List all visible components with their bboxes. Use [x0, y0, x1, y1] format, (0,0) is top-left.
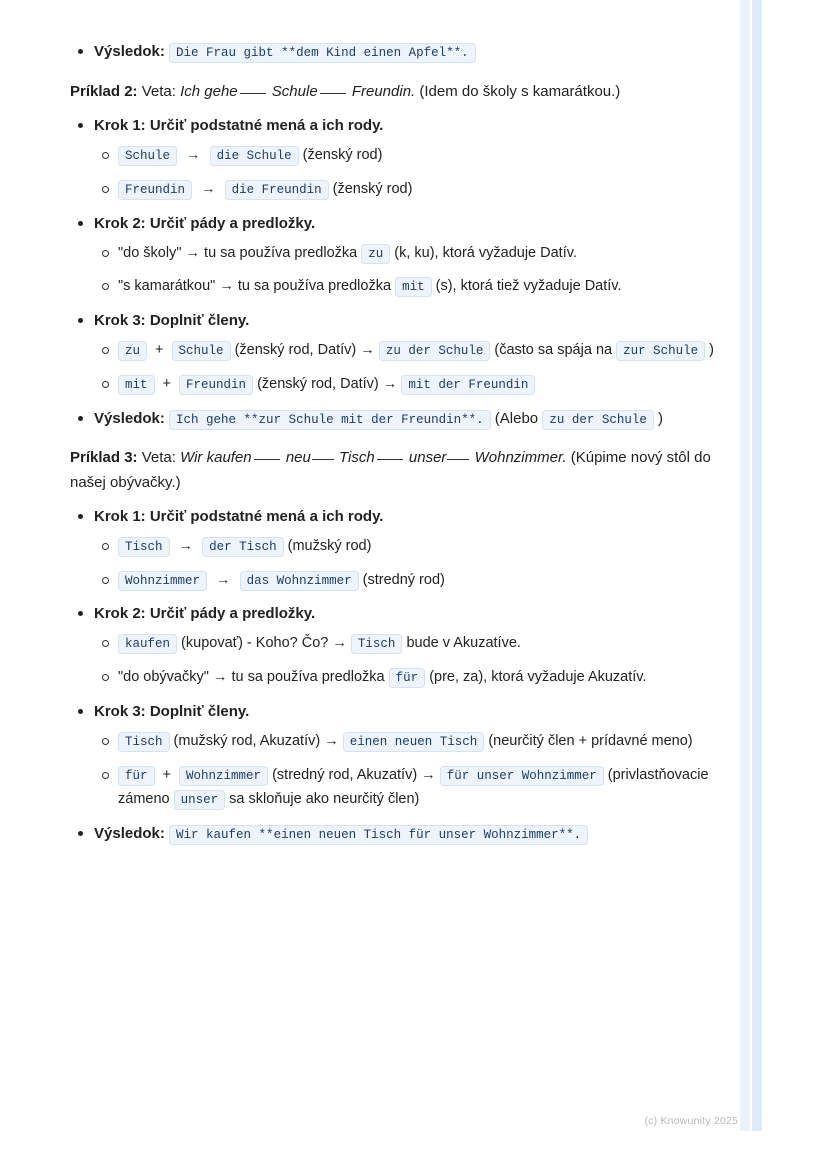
- list-item: [70, 602, 750, 691]
- blank-line: [377, 459, 403, 460]
- item-post-text-2: sa skloňuje ako neurčitý člen): [229, 791, 420, 808]
- term-note: (stredný rod): [362, 571, 445, 588]
- term-code: Schule: [172, 341, 231, 361]
- blank-line: [240, 93, 266, 94]
- list-item: [94, 275, 750, 300]
- plus-sign: +: [162, 766, 172, 783]
- term-code: das Wohnzimmer: [240, 571, 359, 591]
- item-post-text: (často sa spája na: [494, 342, 613, 359]
- term-code: Tisch: [351, 634, 403, 654]
- item-post-text: (pre, za), ktorá vyžaduje Akuzatív.: [429, 669, 647, 686]
- step-sublist: [94, 242, 750, 301]
- term-code: Freundin: [179, 375, 253, 395]
- example3-translation: (Kúpime nový stôl do našej obývačky.): [70, 449, 711, 491]
- list-item: [94, 535, 750, 560]
- list-item: [94, 764, 750, 814]
- term-code: Wohnzimmer: [118, 571, 207, 591]
- list-item: [94, 144, 750, 169]
- copyright-footer: (c) Knowunity 2025: [644, 1115, 738, 1127]
- term-code: kaufen: [118, 634, 177, 654]
- example3-steps: [70, 505, 750, 848]
- result-close-text: ): [658, 409, 664, 427]
- term-code: Tisch: [118, 537, 170, 557]
- item-mid-text: (ženský rod, Datív) →: [257, 375, 398, 392]
- step-title: Krok 1: Určiť podstatné mená a ich rody.: [94, 117, 384, 135]
- result-post-text: (Alebo: [494, 409, 539, 427]
- item-post-text: (s), ktorá tiež vyžaduje Datív.: [435, 278, 622, 295]
- list-item: [94, 730, 750, 755]
- item-mid-text: (kupovať) - Koho? Čo? →: [181, 635, 347, 652]
- list-item: [70, 114, 750, 203]
- example2-translation: (Idem do školy s kamarátkou.): [419, 82, 621, 100]
- blank-line: [312, 459, 334, 460]
- item-post-text: (k, ku), ktorá vyžaduje Datív.: [394, 244, 577, 261]
- item-pre-text: "do školy" → tu sa používa predložka: [118, 244, 358, 261]
- step-sublist: [94, 535, 750, 594]
- example3-sentence-part-3: Tisch: [339, 449, 375, 467]
- example2-veta-word: Veta:: [141, 82, 176, 100]
- blank-line: [320, 93, 346, 94]
- step-title: Krok 1: Určiť podstatné mená a ich rody.: [94, 507, 384, 525]
- blank-line: [447, 459, 469, 460]
- term-code: einen neuen Tisch: [343, 732, 485, 752]
- arrow-icon: →: [216, 571, 231, 588]
- term-code: Schule: [118, 146, 177, 166]
- result-code: Wir kaufen **einen neuen Tisch für unser Wohnzimmer**.: [169, 825, 588, 845]
- example1-result-list: [70, 40, 750, 66]
- item-mid-text: (stredný rod, Akuzatív) →: [272, 766, 436, 783]
- term-code: zu: [361, 244, 390, 264]
- item-post-text: bude v Akuzatíve.: [406, 635, 521, 652]
- example2-sentence-part-1: Ich gehe: [180, 82, 238, 100]
- list-item: [70, 822, 750, 848]
- term-code: Freundin: [118, 180, 192, 200]
- item-close-text: ): [709, 342, 714, 359]
- example3-label: Príklad 3:: [70, 449, 138, 467]
- result-label: Výsledok:: [94, 409, 165, 427]
- term-note: (ženský rod): [332, 180, 413, 197]
- list-item: [70, 40, 750, 66]
- step-title: Krok 3: Doplniť členy.: [94, 702, 250, 720]
- example3-heading: [70, 446, 750, 495]
- list-item: [70, 212, 750, 301]
- example3-sentence-part-1: Wir kaufen: [180, 449, 252, 467]
- list-item: [70, 505, 750, 594]
- list-item: [70, 700, 750, 813]
- blank-line: [254, 459, 280, 460]
- example3-veta-word: Veta:: [141, 449, 176, 467]
- item-pre-text: "s kamarátkou" → tu sa používa predložka: [118, 278, 392, 295]
- list-item: [94, 569, 750, 594]
- item-pre-text: "do obývačky" → tu sa používa predložka: [118, 669, 385, 686]
- item-mid-text: (ženský rod, Datív) →: [234, 342, 375, 359]
- result-code: Ich gehe **zur Schule mit der Freundin**.: [169, 410, 491, 430]
- step-title: Krok 2: Určiť pády a predložky.: [94, 605, 316, 623]
- example2-sentence-part-2: Schule: [271, 82, 318, 100]
- item-post-text: (neurčitý člen + prídavné meno): [488, 732, 693, 749]
- step-sublist: [94, 632, 750, 691]
- term-note: (mužský rod): [287, 537, 372, 554]
- term-code: Tisch: [118, 732, 170, 752]
- example2-label: Príklad 2:: [70, 82, 138, 100]
- term-code: unser: [174, 790, 226, 810]
- list-item: [94, 339, 750, 364]
- term-code: mit der Freundin: [401, 375, 535, 395]
- list-item: [94, 373, 750, 398]
- term-code: der Tisch: [202, 537, 284, 557]
- term-note: (ženský rod): [302, 147, 383, 164]
- list-item: [70, 407, 750, 433]
- term-code: Wohnzimmer: [179, 766, 268, 786]
- term-code: mit: [395, 277, 432, 297]
- step-sublist: [94, 144, 750, 203]
- term-code: zu: [118, 341, 147, 361]
- list-item: [94, 632, 750, 657]
- result-code: Die Frau gibt **dem Kind einen Apfel**.: [169, 43, 476, 63]
- example3-sentence-part-4: unser: [408, 449, 447, 467]
- step-title: Krok 3: Doplniť členy.: [94, 312, 250, 330]
- arrow-icon: →: [186, 147, 201, 164]
- arrow-icon: →: [178, 537, 194, 554]
- term-code: zu der Schule: [379, 341, 491, 361]
- item-post-text: (privlastňovacie zámeno: [118, 766, 709, 808]
- term-code: für unser Wohnzimmer: [440, 766, 604, 786]
- example3-sentence-part-5: Wohnzimmer.: [474, 449, 567, 467]
- term-code: zur Schule: [616, 341, 705, 361]
- result-label: Výsledok:: [94, 825, 165, 843]
- result-alt-code: zu der Schule: [542, 410, 654, 430]
- example2-steps: [70, 114, 750, 432]
- list-item: [94, 242, 750, 267]
- term-code: mit: [118, 375, 155, 395]
- term-code: die Schule: [210, 146, 299, 166]
- step-sublist: [94, 339, 750, 398]
- term-code: für: [118, 766, 155, 786]
- example3-sentence-part-2: neu: [285, 449, 311, 467]
- result-label: Výsledok:: [94, 43, 165, 60]
- term-code: die Freundin: [225, 180, 329, 200]
- list-item: [94, 178, 750, 203]
- arrow-icon: →: [201, 180, 216, 197]
- list-item: [70, 309, 750, 398]
- term-code: für: [389, 668, 426, 688]
- plus-sign: +: [155, 342, 164, 359]
- step-title: Krok 2: Určiť pády a predložky.: [94, 214, 316, 232]
- plus-sign: +: [162, 375, 172, 392]
- page-rail-dark: [752, 0, 762, 1131]
- list-item: [94, 666, 750, 691]
- step-sublist: [94, 730, 750, 813]
- example2-sentence-part-3: Freundin.: [351, 82, 416, 100]
- example2-heading: [70, 80, 750, 104]
- item-mid-text: (mužský rod, Akuzatív) →: [173, 732, 339, 749]
